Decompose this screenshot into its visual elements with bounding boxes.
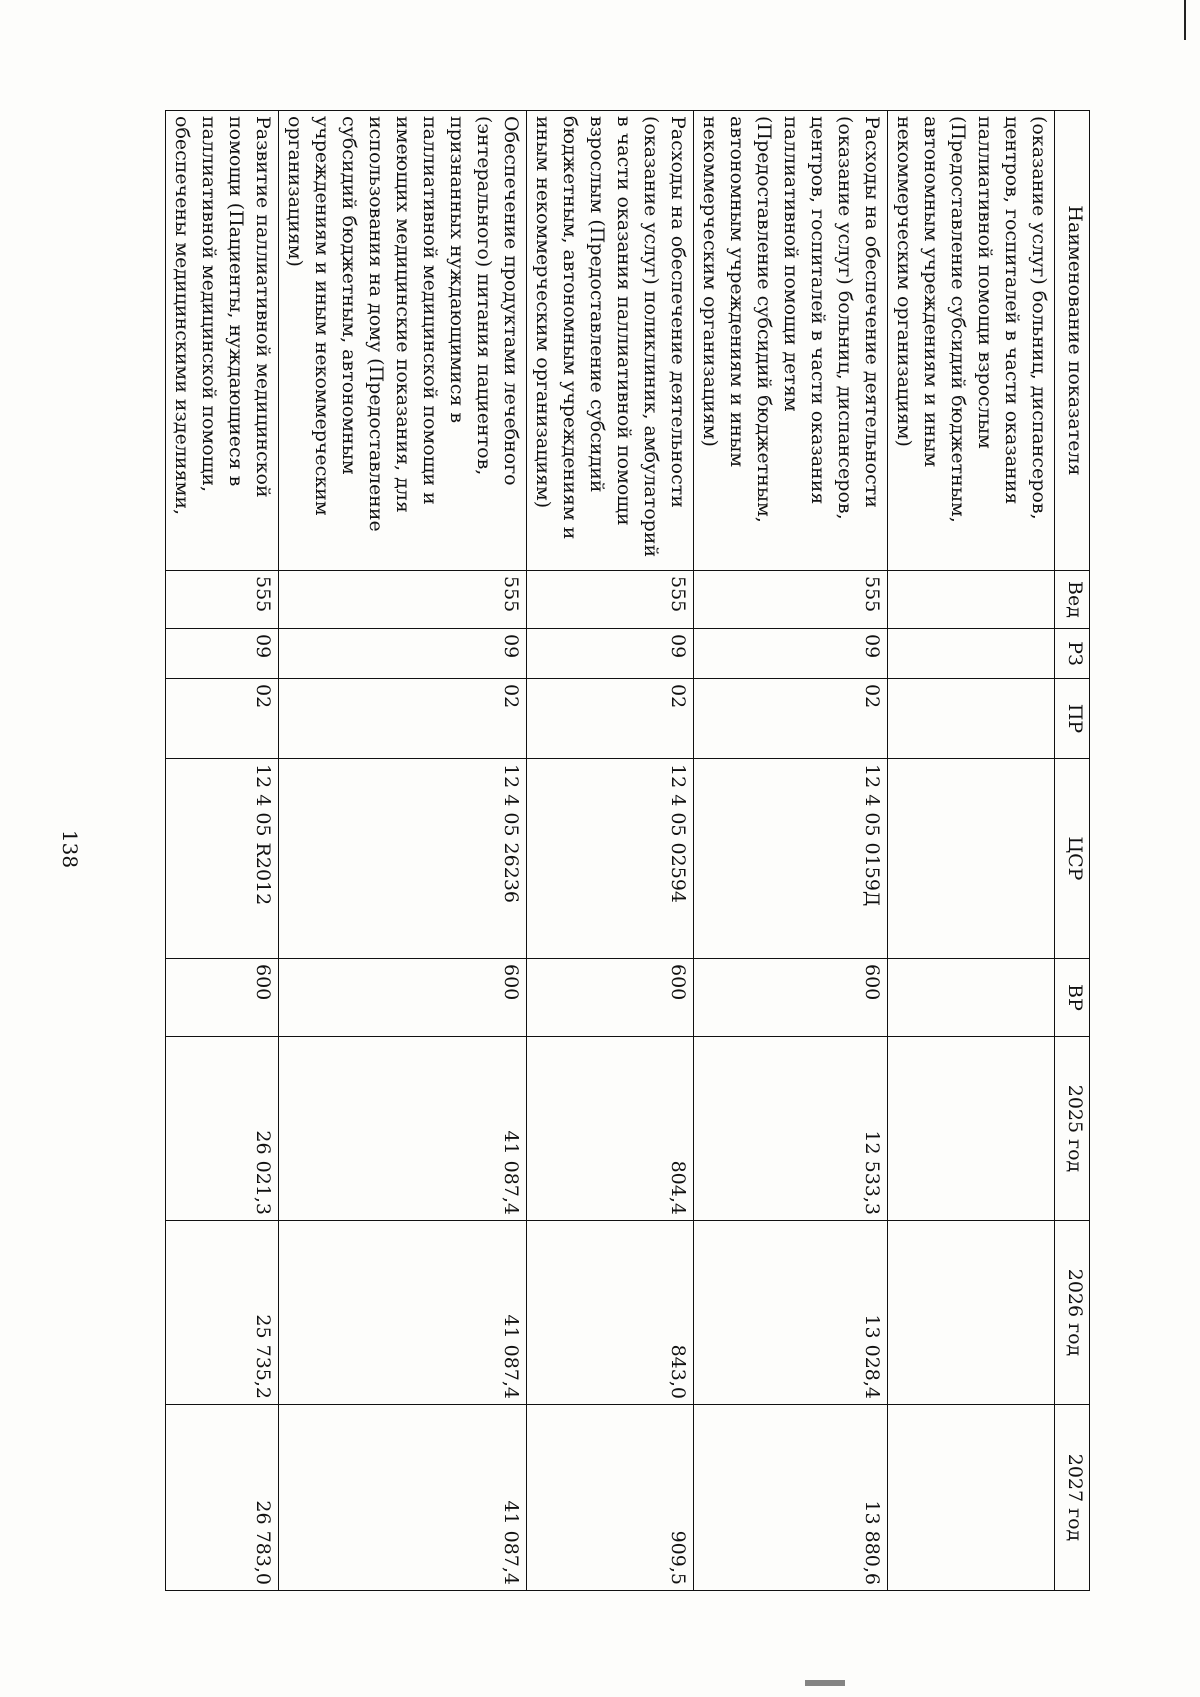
budget-table-container [171, 110, 1090, 1590]
scan-edge-mark [1184, 0, 1186, 40]
row-2027: 909,5 [527, 1405, 694, 1591]
row-vr: 600 [166, 959, 279, 1037]
page-number: 138 [58, 829, 82, 869]
row-2026: 25 735,2 [166, 1221, 279, 1405]
row-name: Обеспечение продуктами лечебного (энтерального) питания пациентов, признанных нуждающимися в паллиативной медицинской помощи и имеющих медицинские показания, для использования на дому (Предоставление субсидий бюджетным, автономным учреждениям и иным некоммерческим организациям) [279, 111, 527, 571]
row-name: Расходы на обеспечение деятельности (оказание услуг) больниц, диспансеров, центров, госпиталей в части оказания паллиативной помощи детям (Предоставление субсидий бюджетным, автономным учреждениям и иным некоммерческим организациям) [694, 111, 888, 571]
row-rz: 09 [166, 629, 279, 679]
table-header-row [1055, 111, 1090, 1591]
row-pr: 02 [527, 679, 694, 759]
row-2026: 843,0 [527, 1221, 694, 1405]
header-2027: 2027 год [1055, 1405, 1090, 1591]
row-2027: 41 087,4 [279, 1405, 527, 1591]
row-2026 [888, 1221, 1055, 1405]
row-2026: 41 087,4 [279, 1221, 527, 1405]
row-rz: 09 [694, 629, 888, 679]
row-pr: 02 [166, 679, 279, 759]
row-rz: 09 [527, 629, 694, 679]
row-ved: 555 [166, 571, 279, 629]
row-2025: 804,4 [527, 1037, 694, 1221]
row-2025: 12 533,3 [694, 1037, 888, 1221]
row-ved [888, 571, 1055, 629]
row-rz [888, 629, 1055, 679]
header-2025: 2025 год [1055, 1037, 1090, 1221]
row-2025: 26 021,3 [166, 1037, 279, 1221]
row-vr: 600 [279, 959, 527, 1037]
row-2027 [888, 1405, 1055, 1591]
row-vr: 600 [527, 959, 694, 1037]
row-vr: 600 [694, 959, 888, 1037]
row-name: Расходы на обеспечение деятельности (оказание услуг) поликлиник, амбулаторий в части оказания паллиативной помощи взрослым (Предоставление субсидий бюджетным, автономным учреждениям и иным некоммерческим организациям) [527, 111, 694, 571]
row-ved: 555 [527, 571, 694, 629]
table-row [888, 111, 1055, 1591]
row-csr: 12 4 05 02594 [527, 759, 694, 959]
header-ved: Вед [1055, 571, 1090, 629]
row-2027: 13 880,6 [694, 1405, 888, 1591]
row-pr [888, 679, 1055, 759]
budget-table [165, 110, 1090, 1591]
row-csr: 12 4 05 26236 [279, 759, 527, 959]
row-ved: 555 [694, 571, 888, 629]
table-row [279, 111, 527, 1591]
header-pr: ПР [1055, 679, 1090, 759]
table-row [527, 111, 694, 1591]
scan-artifact [805, 1680, 845, 1686]
row-2026: 13 028,4 [694, 1221, 888, 1405]
table-row [694, 111, 888, 1591]
row-rz: 09 [279, 629, 527, 679]
row-name: Развитие паллиативной медицинской помощи (Пациенты, нуждающиеся в паллиативной медицинской помощи, обеспечены медицинскими изделиями, [166, 111, 279, 571]
row-csr [888, 759, 1055, 959]
row-pr: 02 [279, 679, 527, 759]
header-rz: РЗ [1055, 629, 1090, 679]
header-2026: 2026 год [1055, 1221, 1090, 1405]
row-2025: 41 087,4 [279, 1037, 527, 1221]
row-ved: 555 [279, 571, 527, 629]
header-vr: ВР [1055, 959, 1090, 1037]
header-name: Наименование показателя [1055, 111, 1090, 571]
row-csr: 12 4 05 R2012 [166, 759, 279, 959]
row-csr: 12 4 05 0159Д [694, 759, 888, 959]
rotated-page-content [171, 110, 1090, 1590]
row-2027: 26 783,0 [166, 1405, 279, 1591]
row-name: (оказание услуг) больниц, диспансеров, центров, госпиталей в части оказания паллиативной помощи взрослым (Предоставление субсидий бюджетным, автономным учреждениям и иным некоммерческим организациям) [888, 111, 1055, 571]
header-csr: ЦСР [1055, 759, 1090, 959]
row-pr: 02 [694, 679, 888, 759]
row-vr [888, 959, 1055, 1037]
table-row [166, 111, 279, 1591]
row-2025 [888, 1037, 1055, 1221]
